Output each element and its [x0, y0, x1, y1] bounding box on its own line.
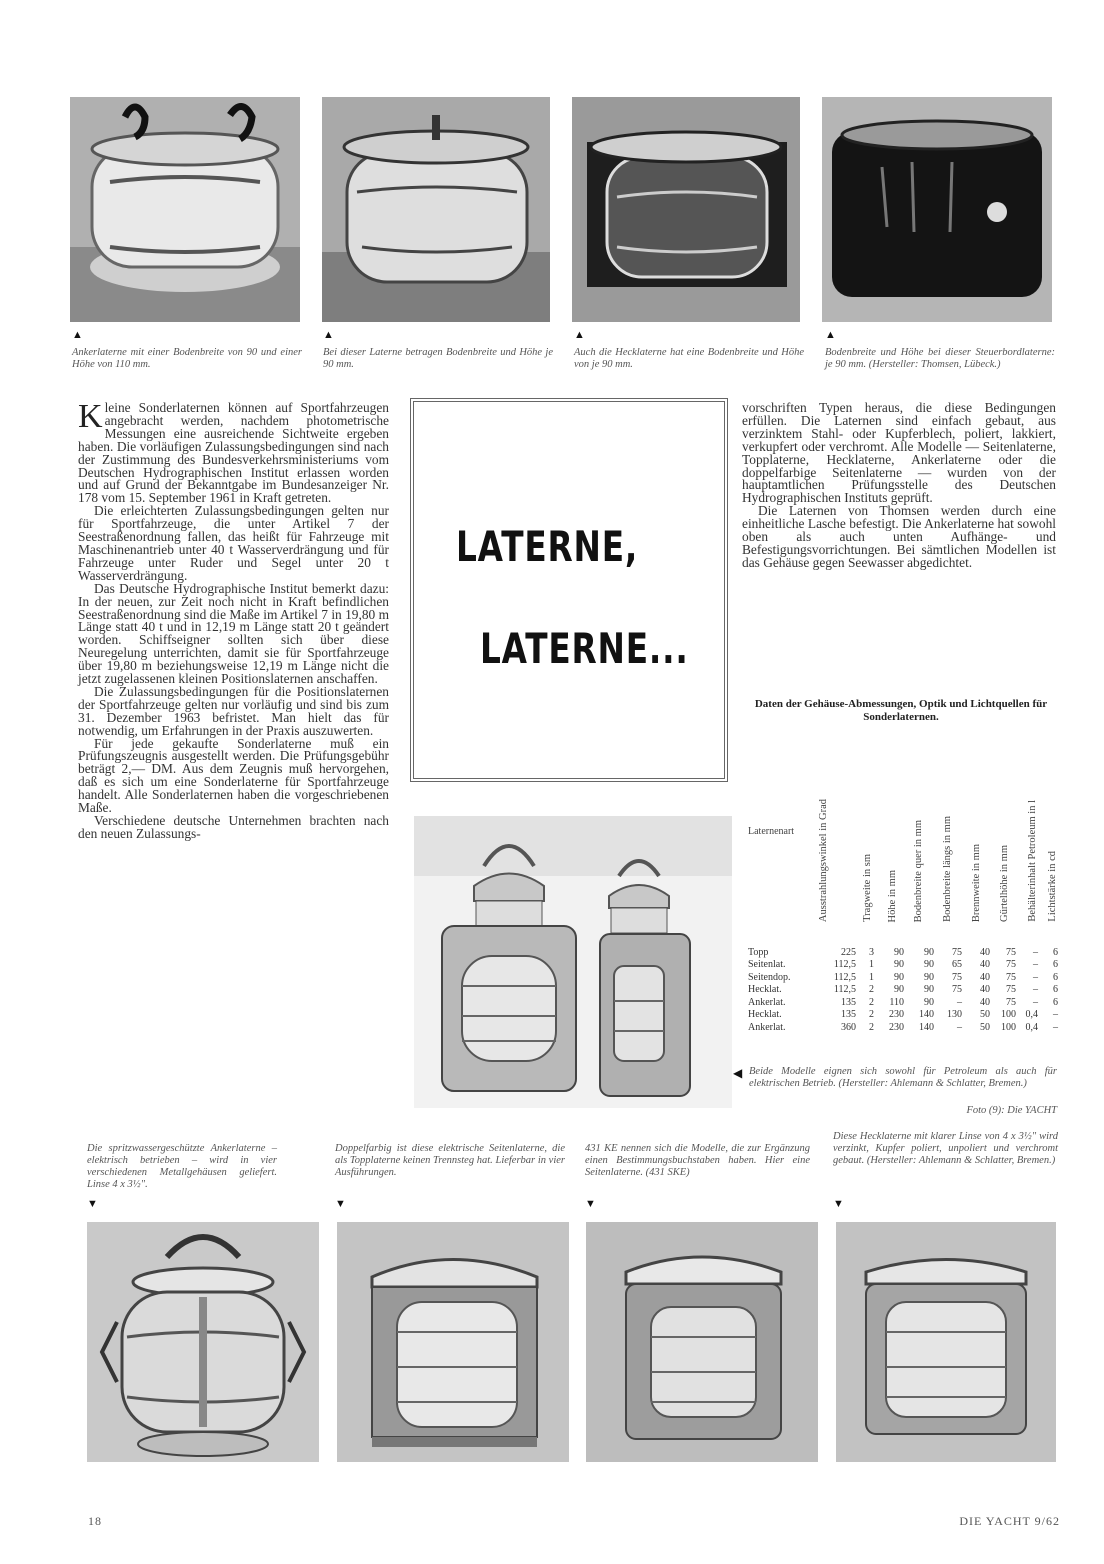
table-cell: 75	[1006, 984, 1016, 996]
table-cell: 2	[869, 1009, 874, 1021]
row-label: Hecklat.	[748, 984, 782, 996]
magazine-issue: DIE YACHT 9/62	[959, 1514, 1060, 1528]
table-row	[748, 1021, 1058, 1034]
arrow-up-icon: ▲	[72, 329, 83, 341]
arrow-down-icon: ▼	[833, 1198, 844, 1210]
paragraph: leine Sonderlaternen können auf Sportfahrzeugen angebracht werden, nachdem photometrische Messungen eine ausreichende Sichtweite ergeben haben. Die vorläufigen Zulassungsbedingungen sind nach der Zustimmung des Bundesverkehrsministeriums vom Deutschen Hydrographischen Institut erlassen worden und auf Grund der Bekanntgabe im Bundesanzeiger Nr. 178 vom 15. September 1961 in Kraft getreten.	[78, 400, 389, 506]
table-column-header: Ausstrahlungswinkel in Grad	[818, 798, 829, 922]
table-column-header: Bodenbreite quer in mm	[913, 819, 924, 922]
table-cell: –	[957, 1021, 962, 1033]
table-cell: 50	[980, 1021, 990, 1033]
article-column-3	[742, 402, 1056, 570]
table-cell: 225	[841, 946, 856, 958]
photo-stern-lantern-top	[572, 97, 800, 322]
table-cell: 90	[924, 959, 934, 971]
table-cell: 65	[952, 959, 962, 971]
table-cell: 40	[980, 996, 990, 1008]
table-cell: 140	[919, 1021, 934, 1033]
table-cell: 1	[869, 959, 874, 971]
caption-top-1: Ankerlaterne mit einer Bodenbreite von 90 und einer Höhe von 110 mm.	[72, 347, 302, 370]
table-cell: 90	[894, 946, 904, 958]
table-cell: 6	[1053, 984, 1058, 996]
table-row-header: Laternenart	[748, 826, 795, 837]
table-row	[748, 959, 1058, 972]
table-cell: 90	[924, 996, 934, 1008]
arrow-up-icon: ▲	[825, 329, 836, 341]
table-cell: –	[1033, 959, 1038, 971]
table-cell: 75	[1006, 971, 1016, 983]
table-cell: 112,5	[833, 971, 856, 983]
headline-line-1: LATERNE,	[456, 522, 639, 571]
headline-line-2: LATERNE...	[480, 624, 689, 673]
table-cell: 90	[894, 984, 904, 996]
table-row	[748, 996, 1058, 1009]
table-cell: 75	[1006, 996, 1016, 1008]
caption-top-3: Auch die Hecklaterne hat eine Bodenbreite und Höhe von je 90 mm.	[574, 347, 804, 370]
table-cell: 90	[924, 946, 934, 958]
table-cell: –	[957, 996, 962, 1008]
table-cell: 90	[924, 984, 934, 996]
table-cell: 75	[952, 984, 962, 996]
table-cell: 40	[980, 971, 990, 983]
table-column-header: Behälterinhalt Petroleum in l	[1027, 800, 1038, 922]
table-cell: 90	[924, 971, 934, 983]
table-cell: –	[1053, 1021, 1058, 1033]
table-cell: –	[1033, 996, 1038, 1008]
table-cell: 140	[919, 1009, 934, 1021]
table-row	[748, 946, 1058, 959]
photo-lantern-2-top	[322, 97, 550, 322]
photo-side-lantern-431-ske	[586, 1222, 818, 1462]
table-column-header: Lichtstärke in cd	[1047, 851, 1058, 922]
table-column-header: Gürtelhöhe in mm	[999, 845, 1010, 922]
caption-bottom-1: Die spritzwassergeschützte Ankerlaterne – elektrisch betrieben – wird in vier verschiedenen Metallgehäusen geliefert. Linse 4 x 3½".	[87, 1143, 277, 1190]
table-cell: 75	[952, 946, 962, 958]
table-cell: 6	[1053, 959, 1058, 971]
table-cell: 40	[980, 959, 990, 971]
table-cell: 112,5	[833, 959, 856, 971]
table-cell: 100	[1001, 1009, 1016, 1021]
row-label: Topp	[748, 946, 769, 958]
table-cell: 40	[980, 946, 990, 958]
table-column-header: Brennweite in mm	[971, 843, 982, 922]
table-column-header: Tragweite in sm	[862, 854, 873, 922]
table-cell: –	[1033, 984, 1038, 996]
table-row	[748, 1009, 1058, 1022]
table-cell: 135	[841, 1009, 856, 1021]
table-cell: 360	[841, 1021, 856, 1033]
table-cell: 230	[889, 1021, 904, 1033]
caption-bottom-4: Diese Hecklaterne mit klarer Linse von 4 x 3½" wird verzinkt, Kupfer poliert, unpoliert und verchromt gebaut. (Hersteller: Ahlemann & Schlatter, Bremen.)	[833, 1131, 1058, 1166]
arrow-down-icon: ▼	[87, 1198, 98, 1210]
table-cell: 110	[889, 996, 904, 1008]
table-title: Daten der Gehäuse-Abmessungen, Optik und Lichtquellen für Sonderlaternen.	[754, 698, 1048, 723]
table-cell: 135	[841, 996, 856, 1008]
paragraph: Das Deutsche Hydrographische Institut bemerkt dazu: In der neuen, zur Zeit noch nicht in Kraft befindlichen Seestraßenordnung sind die Maße im Artikel 7 in 19,80 m Länge statt 40 t und in 12,19 m Länge statt 20 t geändert worden. Schiffseigner sollten sich über diese Neuregelung unterrichten, damit sie für Sportfahrzeuge über 19,80 m beziehungsweise 12,19 m Länge nicht die jetzt zugelassenen kleinen Positionslaternen anschaffen.	[78, 580, 389, 687]
paragraph: vorschriften Typen heraus, die diese Bedingungen erfüllen. Die Laternen sind einfach gebaut, aus verzinktem Stahl- oder Kupferblech, poliert, lakkiert, verkupfert oder verchromt. Alle Modelle — Seitenlaterne, Topplaterne, Hecklaterne, Ankerlaterne oder die doppelfarbige Seitenlaterne — wurden von der hauptamtlichen Prüfungsstelle des Deutschen Hydrographischen Instituts geprüft.	[742, 400, 1056, 506]
table-column-header: Höhe in mm	[887, 869, 898, 922]
photo-starboard-lantern-top	[822, 97, 1052, 322]
table-cell: 6	[1053, 971, 1058, 983]
arrow-up-icon: ▲	[574, 329, 585, 341]
caption-two-lanterns: Beide Modelle eignen sich sowohl für Petroleum als auch für elektrischen Betrieb. (Hersteller: Ahlemann & Schlatter, Bremen.)	[749, 1066, 1057, 1089]
table-cell: 3	[869, 946, 874, 958]
table-cell: 100	[1001, 1021, 1016, 1033]
caption-top-2: Bei dieser Laterne betragen Bodenbreite und Höhe je 90 mm.	[323, 347, 553, 370]
table-cell: 75	[1006, 946, 1016, 958]
arrow-up-icon: ▲	[323, 329, 334, 341]
table-cell: 130	[947, 1009, 962, 1021]
paragraph: Für jede gekaufte Sonderlaterne muß ein Prüfungszeugnis ausgestellt werden. Die Prüfungsgebühr beträgt 2,— DM. Aus dem Zeugnis muß hervorgehen, daß es sich um eine Sonderlaterne für Sportfahrzeuge handelt. Alle Sonderlaternen haben die vorgeschriebenen Maße.	[78, 735, 389, 816]
table-cell: 90	[894, 959, 904, 971]
table-cell: 2	[869, 1021, 874, 1033]
table-row	[748, 971, 1058, 984]
caption-bottom-2: Doppelfarbig ist diese elektrische Seitenlaterne, die als Topplaterne keinen Trennsteg hat. Lieferbar in vier Ausführungen.	[335, 1143, 565, 1178]
caption-bottom-3: 431 KE nennen sich die Modelle, die zur Ergänzung einen Bestimmungsbuchstaben haben. Hier eine Seitenlaterne. (431 SKE)	[585, 1143, 810, 1178]
arrow-down-icon: ▼	[585, 1198, 596, 1210]
photo-stern-lantern-bottom	[836, 1222, 1056, 1462]
photo-anchor-lantern-bottom	[87, 1222, 319, 1462]
drop-cap: K	[78, 398, 103, 435]
caption-top-4: Bodenbreite und Höhe bei dieser Steuerbordlaterne: je 90 mm. (Hersteller: Thomsen, Lübeck.)	[825, 347, 1055, 370]
table-cell: 112,5	[833, 984, 856, 996]
row-label: Ankerlat.	[748, 1021, 786, 1033]
row-label: Seitenlat.	[748, 959, 786, 971]
photo-bicolor-side-lantern	[337, 1222, 569, 1462]
table-cell: –	[1033, 971, 1038, 983]
paragraph: Die erleichterten Zulassungsbedingungen gelten nur für Sportfahrzeuge, die unter Artikel 7 der Seestraßenordnung fallen, das heißt für Fahrzeuge mit Maschinenantrieb unter 40 t Wasserverdrängung und für Fahrzeuge unter Ruder und Segel unter 20 t Wasserverdrängung.	[78, 503, 389, 583]
page-number: 18	[88, 1514, 102, 1528]
table-cell: 40	[980, 984, 990, 996]
table-cell: –	[1033, 946, 1038, 958]
table-cell: –	[1053, 1009, 1058, 1021]
arrow-down-icon: ▼	[335, 1198, 346, 1210]
table-cell: 75	[1006, 959, 1016, 971]
table-cell: 6	[1053, 996, 1058, 1008]
arrow-left-icon: ◀	[733, 1066, 743, 1080]
table-cell: 0,4	[1025, 1009, 1038, 1021]
data-table	[748, 946, 1058, 1034]
paragraph: Die Laternen von Thomsen werden durch eine einheitliche Lasche befestigt. Die Ankerlaterne hat sowohl oben als auch unten Aufhänge- und Befestigungsvorrichtungen. Bei sämtlichen Modellen ist das Gehäuse gegen Seewasser abgedichtet.	[742, 503, 1056, 570]
table-cell: 75	[952, 971, 962, 983]
table-cell: 50	[980, 1009, 990, 1021]
photo-two-lanterns	[414, 816, 732, 1108]
table-cell: 1	[869, 971, 874, 983]
photo-credit: Foto (9): Die YACHT	[966, 1105, 1057, 1116]
title-box	[410, 398, 728, 782]
row-label: Seitendop.	[748, 971, 791, 983]
row-label: Hecklat.	[748, 1009, 782, 1021]
paragraph: Die Zulassungsbedingungen für die Positionslaternen der Sportfahrzeuge gelten nur vorläufig und sind bis zum 31. Dezember 1963 befristet. Man hielt das für notwendig, um Erfahrungen in der Praxis auszuwerten.	[78, 683, 389, 738]
table-cell: 2	[869, 996, 874, 1008]
table-cell: 90	[894, 971, 904, 983]
table-column-header: Bodenbreite längs in mm	[942, 816, 953, 922]
table-cell: 2	[869, 984, 874, 996]
table-row	[748, 984, 1058, 997]
table-cell: 0,4	[1025, 1021, 1038, 1033]
paragraph: Verschiedene deutsche Unternehmen brachten nach den neuen Zulassungs-	[78, 813, 389, 841]
row-label: Ankerlat.	[748, 996, 786, 1008]
article-column-1	[78, 398, 389, 841]
photo-anchor-lantern-top	[70, 97, 300, 322]
table-cell: 6	[1053, 946, 1058, 958]
table-cell: 230	[889, 1009, 904, 1021]
